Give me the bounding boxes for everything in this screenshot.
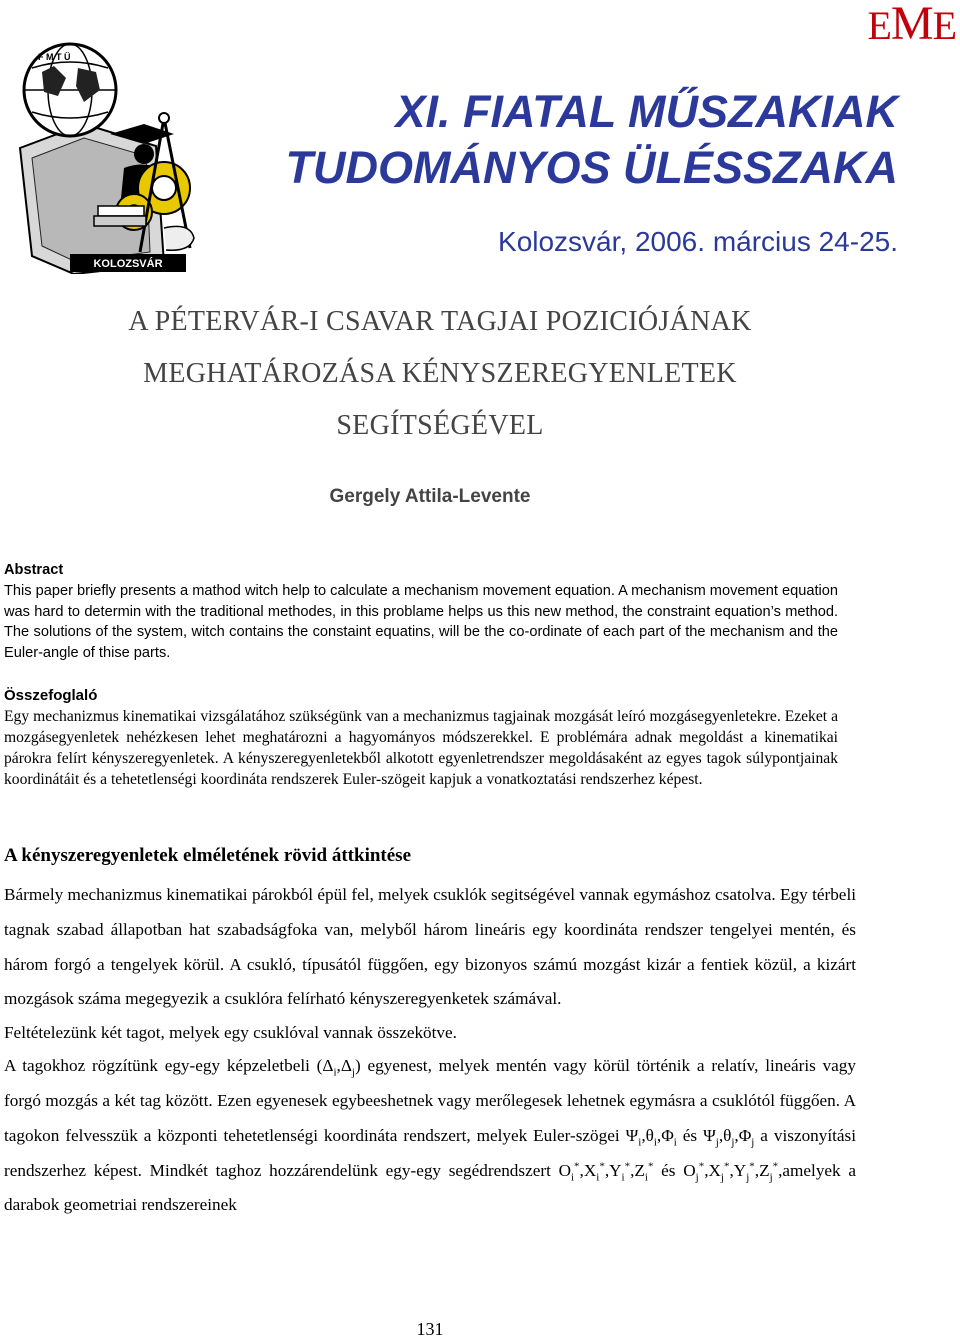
logo-globe-letters: F M T Ü (38, 52, 71, 62)
paragraph-3: A tagokhoz rögzítünk egy-egy képzeletbeli $(\Delta_i,\Delta_j)$ egyenest, melyek mentén vagy körül történik a relatív, lineáris vagy forgó mozgás a két tag között. Ezen egyenesek egybeeshetnek vagy merőlegesek lehetnek egymásra a csuklótól függően. A tagokon felvesszük a központi tehetetlenségi koordináta rendszert, melyek Euler-szögei $\Psi_i,\theta_i,\Phi_i$ és $\Psi_j,\theta_j,\Phi_j$ a viszonyítási rendszerhez képest. Mindkét taghoz hozzárendelünk egy-egy segédrendszert $O_i^*,X_i^*,Y_i^*,Z_i^*$ és $O_j^*,X_j^*,Y_j^*,Z_j^*,amelyek$ a darabok geometriai rendszereinek (4, 1056, 856, 1215)
summary-section (4, 685, 838, 790)
abstract-heading: Abstract (4, 562, 64, 578)
conference-title-line2: TUDOMÁNYOS ÜLÉSSZAKA (285, 142, 898, 193)
conference-title (230, 84, 898, 196)
paper-title-line1: A PÉTERVÁR-I CSAVAR TAGJAI POZICIÓJÁNAK (128, 306, 752, 337)
paper-title (0, 296, 880, 452)
paragraph-1: Bármely mechanizmus kinematikai párokból épül fel, melyek csuklók segitségével vannak egymáshoz csatolva. Egy térbeli tagnak szabad állapotban hat szabadságfoka van, melyből három lineáris egy koordináta rendszer tengelyei mentén, és három forgó a tengelyek körül. A csukló, típusától függően, egy bizonyos számú mozgást kizár a fentiek közül, a kizárt mozgások száma megegyezik a csuklóra felírható kényszeregyenketek számával. (4, 885, 856, 1009)
abstract-text: This paper briefly presents a mathod witch help to calculate a mechanism movement equation. A mechanism movement equation was hard to determin with the traditional methodes, in this problame helps us this new method, the constraint equation’s method. The solutions of the system, witch contains the constaint equatins, will be the co-ordinate of each part of the mechanism and the Euler-angle of thise parts. (4, 582, 838, 662)
section-body (4, 878, 856, 1223)
conference-logo (14, 38, 198, 274)
paper-title-line3: SEGÍTSÉGÉVEL (336, 410, 544, 441)
author-name: Gergely Attila-Levente (329, 486, 531, 507)
journal-brand: EME (867, 0, 956, 50)
summary-heading: Összefoglaló (4, 687, 98, 704)
abstract-section (4, 560, 838, 664)
paper-title-line2: MEGHATÁROZÁSA KÉNYSZEREGYENLETEK (143, 358, 737, 389)
conference-title-line1: XI. FIATAL MŰSZAKIAK (395, 86, 898, 137)
conference-place-date: Kolozsvár, 2006. március 24-25. (498, 226, 898, 257)
page-number: 131 (416, 1319, 444, 1339)
section-heading: A kényszeregyenletek elméletének rövid áttkintése (4, 845, 412, 866)
logo-banner-text: KOLOZSVÁR (93, 258, 163, 270)
summary-text: Egy mechanizmus kinematikai vizsgálatához szükségünk van a mechanizmus tagjainak mozgását leíró mozgásegyenletekre. Ezeket a mozgásegyenletek nehézkesen lehet meghatározni a hagyományos módszerekkel. E problémára adnak megoldást a kinematikai párokra felírt kényszeregyenletek. A kényszeregyenletekből alkotott egyenletrendszer megoldásaként az egyes tagok súlypontjainak koordinátáit és a tehetetlenségi koordináta rendszerek Euler-szögeit kapjuk a vonatkoztatási rendszerhez képest. (4, 708, 838, 788)
paragraph-2: Feltételezünk két tagot, melyek egy csuklóval vannak összekötve. (4, 1023, 457, 1043)
